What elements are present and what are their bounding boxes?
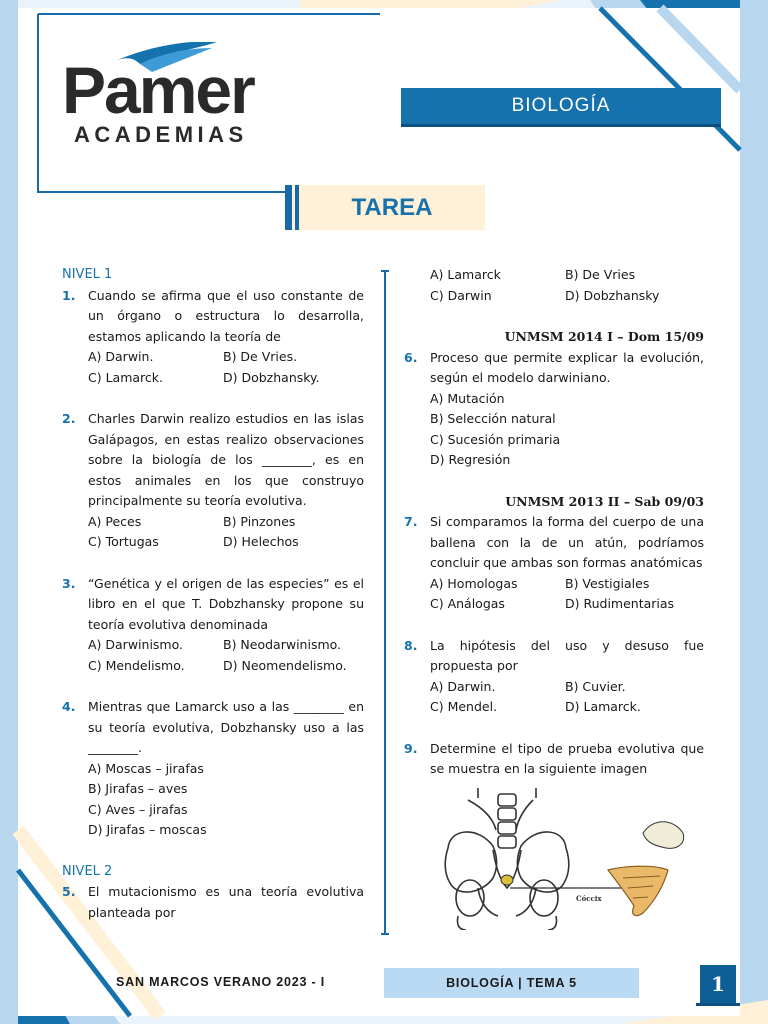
left-column bbox=[62, 265, 364, 923]
question-8 bbox=[404, 636, 704, 677]
question-1 bbox=[62, 286, 364, 348]
level-heading: NIVEL 1 bbox=[62, 267, 113, 282]
option-d: D) Dobzhansky bbox=[565, 287, 660, 303]
option-d: D) Dobzhansky. bbox=[223, 369, 320, 385]
question-text: Si comparamos la forma del cuerpo de una ballena con la de un atún, podríamos concluir que ambas son formas anatómicas bbox=[430, 514, 704, 570]
question-number: 3. bbox=[62, 575, 76, 591]
question-text: El mutacionismo es una teoría evolutiva planteada por bbox=[88, 884, 364, 920]
options bbox=[430, 265, 704, 306]
option-d: D) Jirafas – moscas bbox=[88, 822, 207, 837]
section-title-box bbox=[285, 185, 485, 230]
option-a: A) Darwinismo. bbox=[88, 637, 184, 652]
options bbox=[430, 389, 704, 471]
topic-tag: BIOLOGÍA | TEMA 5 bbox=[384, 968, 639, 998]
option-c: C) Sucesión primaria bbox=[430, 431, 561, 447]
option-b: B) De Vries. bbox=[223, 349, 298, 364]
option-d: D) Neomendelismo. bbox=[223, 657, 347, 673]
question-number: 6. bbox=[404, 349, 418, 365]
option-b: B) Pinzones bbox=[223, 513, 296, 529]
course-label: SAN MARCOS VERANO 2023 - I bbox=[116, 975, 326, 989]
option-c: C) Tortugas bbox=[88, 534, 159, 549]
subject-banner: BIOLOGÍA bbox=[401, 88, 721, 124]
question-4 bbox=[62, 697, 364, 759]
right-column bbox=[404, 265, 704, 780]
question-number: 7. bbox=[404, 514, 418, 529]
options bbox=[430, 574, 704, 615]
question-7 bbox=[404, 512, 704, 574]
option-d: D) Regresión bbox=[430, 452, 511, 467]
option-b: B) Neodarwinismo. bbox=[223, 637, 342, 652]
option-c: C) Análogas bbox=[430, 596, 505, 611]
question-6 bbox=[404, 348, 704, 389]
options bbox=[88, 759, 364, 841]
option-c: C) Mendelismo. bbox=[88, 657, 185, 673]
option-b: B) De Vries bbox=[565, 267, 636, 282]
option-b: B) Vestigiales bbox=[565, 575, 650, 591]
question-text: Determine el tipo de prueba evolutiva que se muestra en la siguiente imagen bbox=[430, 740, 704, 776]
option-a: A) Darwin. bbox=[430, 678, 496, 694]
options bbox=[88, 347, 364, 388]
options bbox=[88, 512, 364, 553]
question-text: Charles Darwin realizo estudios en las islas Galápagos, en estas realizo observaciones sobre la biología de los ________, es en estos animales en los que construyo principalmente su teoría evolutiva. bbox=[88, 411, 364, 508]
option-c: C) Aves – jirafas bbox=[88, 801, 188, 817]
brand-subtitle: ACADEMIAS bbox=[74, 122, 248, 147]
option-a: A) Peces bbox=[88, 513, 142, 529]
level-heading: NIVEL 2 bbox=[62, 863, 113, 879]
question-number: 5. bbox=[62, 884, 76, 899]
option-a: A) Moscas – jirafas bbox=[88, 760, 204, 776]
options bbox=[88, 635, 364, 676]
question-number: 9. bbox=[404, 740, 418, 756]
option-c: C) Lamarck. bbox=[88, 369, 163, 385]
question-2 bbox=[62, 409, 364, 512]
option-d: D) Helechos bbox=[223, 534, 299, 549]
brand-wordmark: Pamer bbox=[62, 53, 254, 127]
option-c: C) Mendel. bbox=[430, 699, 498, 714]
question-3 bbox=[62, 574, 364, 636]
question-text: La hipótesis del uso y desuso fue propuesta por bbox=[430, 637, 704, 673]
figure-label: Cóccix bbox=[576, 894, 602, 903]
option-a: A) Mutación bbox=[430, 390, 505, 406]
option-b: B) Jirafas – aves bbox=[88, 781, 188, 796]
options bbox=[430, 677, 704, 718]
section-marker bbox=[285, 185, 292, 230]
option-b: B) Cuvier. bbox=[565, 678, 626, 694]
question-number: 1. bbox=[62, 287, 76, 303]
option-c: C) Darwin bbox=[430, 287, 492, 303]
option-b: B) Selección natural bbox=[430, 411, 556, 426]
option-d: D) Lamarck. bbox=[565, 699, 641, 714]
exam-reference: UNMSM 2013 II – Sab 09/03 bbox=[505, 493, 704, 509]
coccyx-figure bbox=[438, 788, 688, 930]
option-a: A) Homologas bbox=[430, 575, 518, 591]
question-number: 8. bbox=[404, 637, 418, 653]
question-9 bbox=[404, 739, 704, 780]
exam-reference: UNMSM 2014 I – Dom 15/09 bbox=[504, 329, 704, 344]
question-text: Proceso que permite explicar la evolución, según el modelo darwiniano. bbox=[430, 349, 704, 385]
question-text: Cuando se afirma que el uso constante de un órgano o estructura lo desarrolla, estamos aplicando la teoría de bbox=[88, 287, 364, 344]
page-number: 1 bbox=[700, 965, 736, 1003]
column-divider bbox=[384, 270, 386, 935]
question-number: 2. bbox=[62, 411, 76, 426]
question-text: “Genética y el origen de las especies” es el libro en el que T. Dobzhansky propone su teoría evolutiva denominada bbox=[88, 575, 364, 632]
question-text: Mientras que Lamarck uso a las ________ en su teoría evolutiva, Dobzhansky uso a las ________. bbox=[88, 699, 364, 755]
option-a: A) Darwin. bbox=[88, 349, 154, 364]
question-number: 4. bbox=[62, 699, 76, 714]
option-d: D) Rudimentarias bbox=[565, 596, 675, 611]
question-5 bbox=[62, 882, 364, 923]
section-title: TAREA bbox=[351, 194, 433, 221]
option-a: A) Lamarck bbox=[430, 267, 501, 282]
